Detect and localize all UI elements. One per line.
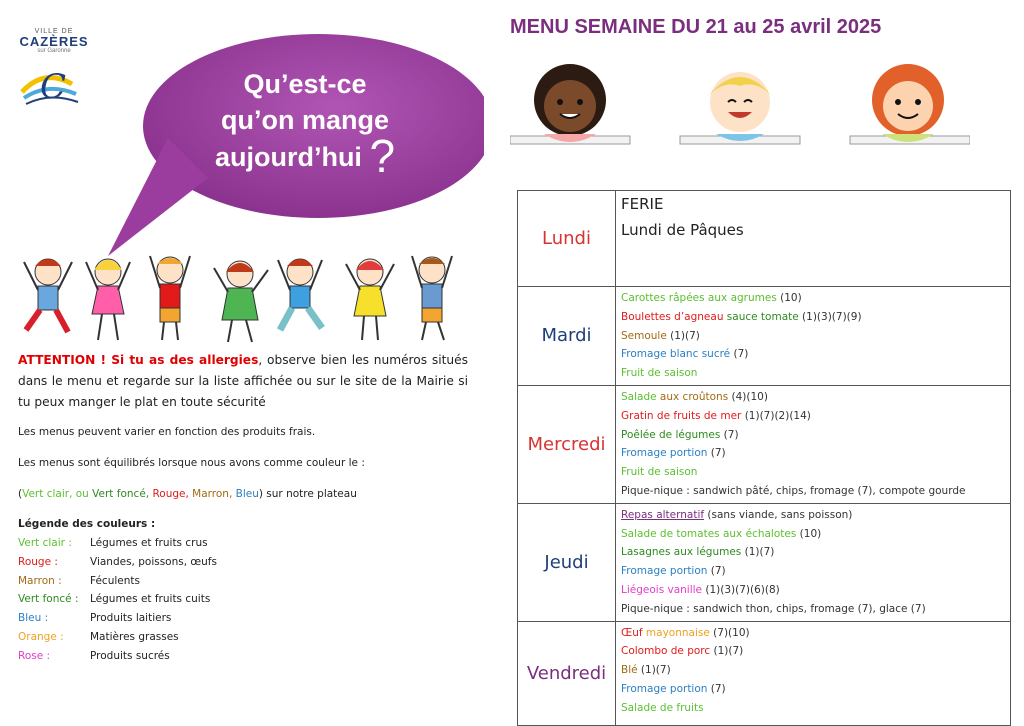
list-item: Fromage portion (7) (621, 447, 726, 460)
legend-row: Vert clair : Légumes et fruits crus (18, 537, 208, 549)
list-item: Fromage portion (7) (621, 682, 726, 695)
list-item: Blé (1)(7) (621, 664, 671, 677)
allergy-warning: ATTENTION ! Si tu as des allergies (18, 353, 259, 367)
list-item: Fruit de saison (621, 466, 698, 479)
list-item: Fruit de saison (621, 367, 698, 380)
boy-face-icon (680, 72, 800, 144)
page-title: MENU SEMAINE DU 21 au 25 avril 2025 (510, 16, 882, 38)
list-item: Pique-nique : sandwich thon, chips, fromage (7), glace (7) (621, 602, 926, 615)
list-item: Salade aux croûtons (4)(10) (621, 390, 768, 403)
day-lundi: Lundi (518, 191, 616, 287)
lundi-ferie: FERIE (621, 195, 664, 213)
plate-colors-text: (Vert clair, ou Vert foncé, Rouge, Marron, Bleu) sur notre plateau (18, 488, 357, 500)
list-item: Colombo de porc (1)(7) (621, 645, 744, 658)
list-item: Fromage portion (7) (621, 565, 726, 578)
table-row (518, 503, 1011, 621)
logo-top-text: VILLE DE (34, 28, 74, 35)
list-item: Gratin de fruits de mer (1)(7)(2)(14) (621, 409, 811, 422)
kid-1-icon (24, 259, 72, 332)
color-legend (18, 537, 217, 669)
logo-name: CAZÈRES (19, 34, 89, 49)
kid-4-icon (214, 261, 268, 342)
kid-2-icon (86, 259, 130, 340)
lundi-items (616, 191, 1011, 287)
bubble-line-1: Qu’est-ce (243, 69, 367, 99)
vendredi-items (616, 621, 1011, 725)
bubble-line-3: aujourd’hui (214, 142, 362, 172)
children-faces-illustration (510, 62, 970, 154)
town-logo (14, 28, 94, 118)
day-mercredi: Mercredi (518, 385, 616, 503)
legend-row: Rose : Produits sucrés (18, 649, 170, 662)
mardi-items (616, 287, 1011, 386)
lundi-holiday: Lundi de Pâques (621, 221, 744, 239)
legend-row: Orange : Matières grasses (18, 630, 179, 643)
legend-row: Rouge : Viandes, poissons, œufs (18, 555, 217, 568)
logo-emblem-icon (14, 54, 94, 112)
kid-5-icon (278, 259, 322, 330)
day-jeudi: Jeudi (518, 503, 616, 621)
logo-letter: C (40, 67, 67, 107)
balanced-text: Les menus sont équilibrés lorsque nous avons comme couleur le : (18, 457, 365, 469)
list-item: Œuf mayonnaise (7)(10) (621, 626, 750, 639)
girl-face-icon (510, 64, 630, 144)
legend-title: Légende des couleurs : (18, 518, 156, 530)
bubble-line-2: qu’on mange (221, 105, 389, 135)
jeudi-items (616, 503, 1011, 621)
kid-6-icon (346, 259, 394, 340)
logo-sub: sur Garonne (37, 48, 71, 54)
table-row (518, 621, 1011, 725)
question-mark: ? (369, 130, 396, 182)
list-item: Poêlée de légumes (7) (621, 428, 739, 441)
list-item: Semoule (1)(7) (621, 329, 700, 342)
list-item: Boulettes d’agneau sauce tomate (1)(3)(7)(9) (621, 310, 862, 323)
table-row (518, 287, 1011, 386)
list-item: Carottes râpées aux agrumes (10) (621, 292, 802, 304)
legend-row: Bleu : Produits laitiers (18, 612, 172, 625)
day-mardi: Mardi (518, 287, 616, 386)
table-row (518, 385, 1011, 503)
jumping-kids-illustration (18, 248, 460, 348)
mercredi-items (616, 385, 1011, 503)
redhead-girl-face-icon (850, 64, 970, 144)
allergy-text: , observe bien les numéros situés dans le menu et regarde sur la liste affichée ou sur le site de la Mairie si tu peux manger le plat en toute sécurité (18, 353, 468, 409)
bubble-text (190, 66, 420, 182)
list-item: Salade de fruits (621, 701, 704, 714)
legend-row: Vert foncé : Légumes et fruits cuits (18, 593, 211, 606)
day-vendredi: Vendredi (518, 621, 616, 725)
kid-3-icon (150, 256, 190, 340)
menu-table (517, 190, 1011, 726)
list-item: Lasagnes aux légumes (1)(7) (621, 546, 775, 559)
legend-row: Marron : Féculents (18, 574, 140, 587)
list-item: Fromage blanc sucré (7) (621, 348, 749, 361)
table-row (518, 191, 1011, 287)
list-item: Repas alternatif (sans viande, sans poisson) (621, 508, 853, 521)
menus-vary-text: Les menus peuvent varier en fonction des produits frais. (18, 426, 316, 438)
list-item: Pique-nique : sandwich pâté, chips, fromage (7), compote gourde (621, 484, 966, 497)
allergy-notice (18, 350, 468, 413)
list-item: Salade de tomates aux échalotes (10) (621, 527, 822, 540)
list-item: Liégeois vanille (1)(3)(7)(6)(8) (621, 583, 780, 596)
kid-7-icon (412, 256, 452, 340)
